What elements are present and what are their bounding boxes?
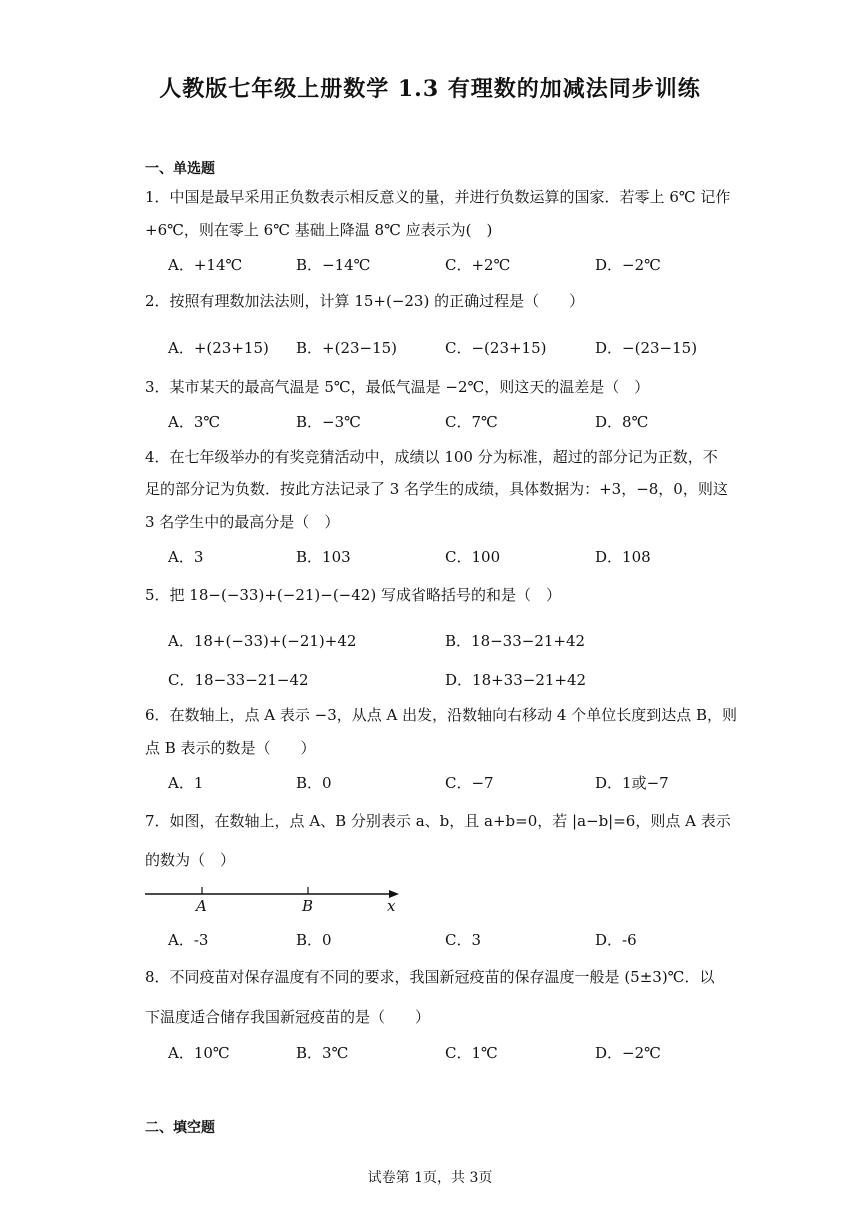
question-3-option-c[interactable]: C．7℃ xyxy=(445,413,498,431)
question-6-option-a[interactable]: A．1 xyxy=(168,774,204,792)
point-a-label: A xyxy=(196,897,207,914)
question-6-option-b[interactable]: B．0 xyxy=(296,774,332,792)
question-2-option-a[interactable]: A．+(23+15) xyxy=(168,339,269,357)
axis-x-label: x xyxy=(387,897,396,914)
question-5-option-a[interactable]: A．18+(−33)+(−21)+42 xyxy=(168,632,357,650)
question-7-option-b[interactable]: B．0 xyxy=(296,931,332,949)
question-4-option-d[interactable]: D．108 xyxy=(595,548,651,566)
page-footer: 试卷第 1页，共 3页 xyxy=(367,1170,493,1186)
question-8-line-1: 8．不同疫苗对保存温度有不同的要求，我国新冠疫苗的保存温度一般是 (5±3)℃．以 xyxy=(145,968,715,986)
question-4-option-c[interactable]: C．100 xyxy=(445,548,501,566)
question-5-option-b[interactable]: B．18−33−21+42 xyxy=(445,632,586,650)
question-8-option-d[interactable]: D．−2℃ xyxy=(595,1044,661,1062)
question-4-line-3: 3 名学生中的最高分是（ ） xyxy=(145,513,340,531)
question-1-option-a[interactable]: A．+14℃ xyxy=(168,256,243,274)
question-4-line-2: 足的部分记为负数．按此方法记录了 3 名学生的成绩，具体数据为：+3，−8，0，则这 xyxy=(145,480,728,498)
question-6-option-c[interactable]: C．−7 xyxy=(445,774,494,792)
question-7-line-2: 的数为（ ） xyxy=(145,851,236,869)
question-4-line-1: 4．在七年级举办的有奖竞猜活动中，成绩以 100 分为标准，超过的部分记为正数，不 xyxy=(145,448,718,466)
question-7-option-c[interactable]: C．3 xyxy=(445,931,482,949)
question-6-option-d[interactable]: D．1或−7 xyxy=(595,774,669,792)
question-7-option-a[interactable]: A．-3 xyxy=(168,931,209,949)
question-2-option-c[interactable]: C．−(23+15) xyxy=(445,339,547,357)
number-line-figure xyxy=(143,880,403,914)
page-title: 人教版七年级上册数学 1.3 有理数的加减法同步训练 xyxy=(159,76,701,102)
question-7-line-1: 7．如图，在数轴上，点 A、B 分别表示 a、b，且 a+b=0，若 |a−b|=6，则点 A 表示 xyxy=(145,812,731,830)
question-5-option-d[interactable]: D．18+33−21+42 xyxy=(445,671,587,689)
question-6-line-2: 点 B 表示的数是（ ） xyxy=(145,739,316,757)
question-3-option-d[interactable]: D．8℃ xyxy=(595,413,649,431)
question-1-option-c[interactable]: C．+2℃ xyxy=(445,256,511,274)
question-6-line-1: 6．在数轴上，点 A 表示 −3，从点 A 出发，沿数轴向右移动 4 个单位长度到达点 B，则 xyxy=(145,706,738,724)
question-5-line-1: 5．把 18−(−33)+(−21)−(−42) 写成省略括号的和是（ ） xyxy=(145,586,561,604)
question-8-option-b[interactable]: B．3℃ xyxy=(296,1044,349,1062)
question-2-option-b[interactable]: B．+(23−15) xyxy=(296,339,398,357)
question-4-option-a[interactable]: A．3 xyxy=(168,548,204,566)
question-1-option-d[interactable]: D．−2℃ xyxy=(595,256,661,274)
question-4-option-b[interactable]: B．103 xyxy=(296,548,351,566)
section-heading-fill-in: 二、填空题 xyxy=(145,1120,215,1136)
question-3-option-b[interactable]: B．−3℃ xyxy=(296,413,361,431)
question-3-option-a[interactable]: A．3℃ xyxy=(168,413,221,431)
section-heading-single-choice: 一、单选题 xyxy=(145,161,215,177)
question-3-line-1: 3．某市某天的最高气温是 5℃，最低气温是 −2℃，则这天的温差是（ ） xyxy=(145,378,650,396)
question-2-line-1: 2．按照有理数加法法则，计算 15+(−23) 的正确过程是（ ） xyxy=(145,292,585,310)
question-2-option-d[interactable]: D．−(23−15) xyxy=(595,339,698,357)
question-8-line-2: 下温度适合储存我国新冠疫苗的是（ ） xyxy=(145,1008,431,1026)
question-7-option-d[interactable]: D．-6 xyxy=(595,931,637,949)
question-1-line-1: 1．中国是最早采用正负数表示相反意义的量，并进行负数运算的国家．若零上 6℃ 记作 xyxy=(145,188,731,206)
question-1-line-2: +6℃，则在零上 6℃ 基础上降温 8℃ 应表示为( ) xyxy=(145,221,493,239)
point-b-label: B xyxy=(302,897,314,914)
question-8-option-c[interactable]: C．1℃ xyxy=(445,1044,498,1062)
question-5-option-c[interactable]: C．18−33−21−42 xyxy=(168,671,309,689)
question-8-option-a[interactable]: A．10℃ xyxy=(168,1044,230,1062)
question-1-option-b[interactable]: B．−14℃ xyxy=(296,256,371,274)
